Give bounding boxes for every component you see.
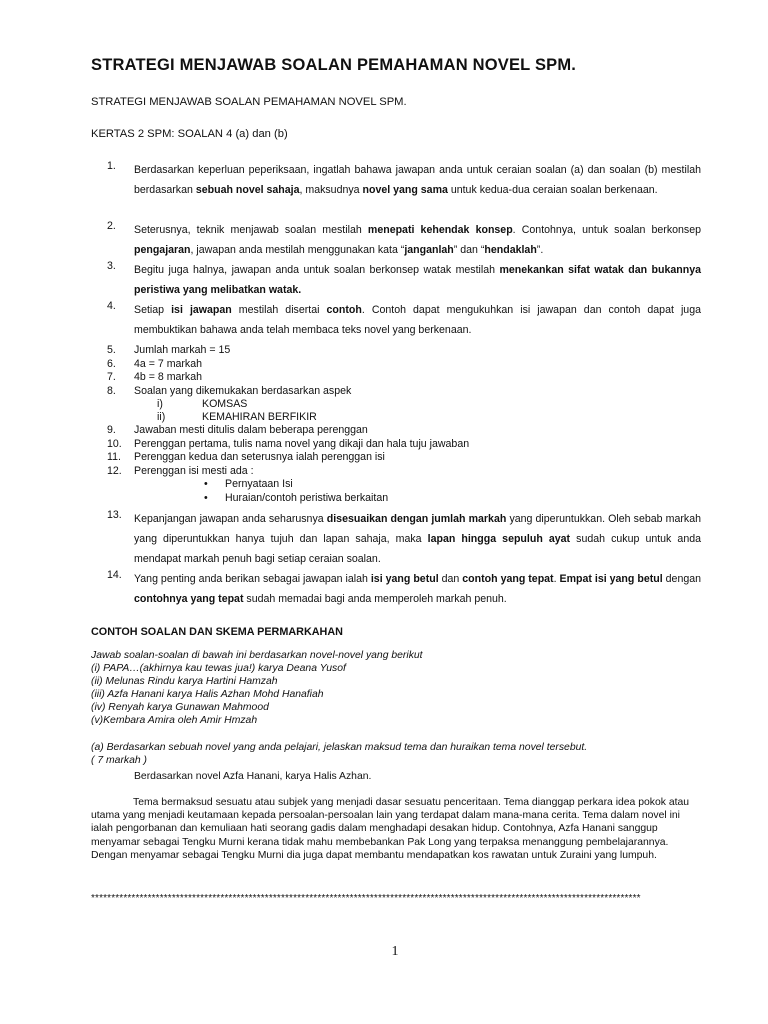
list-number: 11.	[107, 451, 121, 463]
list-number: 10.	[107, 437, 122, 450]
list-number: 3.	[107, 260, 116, 272]
list-text: Begitu juga halnya, jawapan anda untuk soalan berkonsep watak mestilah menekankan sifat watak dan bukannya peristiwa yang melibatkan watak.	[134, 264, 701, 296]
isi-bullet-text: Pernyataan Isi	[225, 478, 293, 490]
list-text: 4a = 7 markah	[134, 357, 203, 370]
aspek-numeral: i)	[157, 398, 163, 410]
aspek-text: KOMSAS	[202, 398, 248, 410]
list-number: 7.	[107, 371, 116, 383]
list-text: Jumlah markah = 15	[134, 344, 231, 356]
list-number: 14.	[107, 569, 122, 581]
list-text: Perenggan kedua dan seterusnya ialah perenggan isi	[134, 451, 385, 463]
novel-item: (i) PAPA…(akhirnya kau tewas jua!) karya Deana Yusof	[91, 663, 346, 674]
page-title: STRATEGI MENJAWAB SOALAN PEMAHAMAN NOVEL SPM.	[91, 56, 577, 74]
kertas-line: KERTAS 2 SPM: SOALAN 4 (a) dan (b)	[91, 128, 288, 140]
novel-item: (iv) Renyah karya Gunawan Mahmood	[91, 702, 269, 713]
list-text: Seterusnya, teknik menjawab soalan mestilah menepati kehendak konsep. Contohnya, untuk soalan berkonsep pengajaran, jawapan anda mestilah menggunakan kata “janganlah” dan “hendaklah”.	[134, 224, 701, 256]
list-number: 6.	[107, 357, 116, 370]
list-number: 5.	[107, 344, 116, 356]
list-text: Jawaban mesti ditulis dalam beberapa perenggan	[134, 424, 368, 436]
list-text: Perenggan isi mesti ada :	[134, 464, 254, 477]
page-number: 1	[391, 944, 399, 959]
section-heading: CONTOH SOALAN DAN SKEMA PERMARKAHAN	[91, 626, 343, 638]
novel-item: (iii) Azfa Hanani karya Halis Azhan Mohd Hanafiah	[91, 689, 324, 700]
list-text: Perenggan pertama, tulis nama novel yang dikaji dan hala tuju jawaban	[134, 437, 470, 450]
list-text: Setiap isi jawapan mestilah disertai contoh. Contoh dapat mengukuhkan isi jawapan dan contoh dapat juga membuktikan bahawa anda telah membaca teks novel yang berkenaan.	[134, 304, 701, 336]
list-text: Soalan yang dikemukakan berdasarkan aspek	[134, 384, 352, 397]
list-number: 12.	[107, 464, 122, 477]
bullet-icon: •	[204, 478, 208, 490]
question-marks: ( 7 markah )	[91, 755, 148, 766]
list-number: 9.	[107, 424, 116, 436]
list-text: Yang penting anda berikan sebagai jawapan ialah isi yang betul dan contoh yang tepat. Empat isi yang betul dengan contohnya yang tepat sudah memadai bagi anda memperoleh markah penuh.	[134, 573, 702, 605]
novel-item: (v)Kembara Amira oleh Amir Hmzah	[91, 715, 258, 726]
answer-intro: Berdasarkan novel Azfa Hanani, karya Halis Azhan.	[134, 771, 372, 782]
list-text: Berdasarkan keperluan peperiksaan, ingatlah bahawa jawapan anda untuk ceraian soalan (a) dan soalan (b) mestilah berdasarkan sebuah novel sahaja, maksudnya novel yang sama untuk kedua-dua ceraian soalan berkenaan.	[134, 164, 701, 196]
list-number: 2.	[107, 220, 116, 232]
list-number: 13.	[107, 509, 122, 521]
isi-bullet-text: Huraian/contoh peristiwa berkaitan	[225, 492, 389, 504]
list-number: 8.	[107, 384, 116, 397]
list-text: 4b = 8 markah	[134, 371, 203, 383]
novels-intro: Jawab soalan-soalan di bawah ini berdasarkan novel-novel yang berikut	[91, 650, 423, 661]
aspek-text: KEMAHIRAN BERFIKIR	[202, 411, 317, 423]
novel-item: (ii) Melunas Rindu karya Hartini Hamzah	[91, 676, 278, 687]
question-a: (a) Berdasarkan sebuah novel yang anda pelajari, jelaskan maksud tema dan huraikan tema novel tersebut.	[91, 742, 588, 753]
aspek-numeral: ii)	[157, 411, 166, 423]
separator-line: ****************************************************************************************************************************************	[91, 893, 641, 904]
answer-paragraph: Tema bermaksud sesuatu atau subjek yang menjadi dasar sesuatu penceritaan. Tema dianggap perkara idea pokok atau utama yang menjadi keutamaan kepada persoalan-persoalan lain yang terdapat dalam mana-mana cerita. Tema dalam novel ini ialah pengorbanan dan kemuliaan hati seorang gadis dalam menghadapi desakan hidup. Contohnya, Azfa Hanani sanggup menyamar sebagai Tengku Murni kerana tidak mahu membebankan Pak Long yang terpaksa menanggung pembelajarannya. Dengan menyamar sebagai Tengku Murni dia juga dapat membantu mendapatkan kos rawatan untuk Zuraini yang lumpuh.	[91, 797, 690, 861]
bullet-icon: •	[204, 492, 208, 504]
subtitle: STRATEGI MENJAWAB SOALAN PEMAHAMAN NOVEL SPM.	[91, 96, 407, 108]
list-number: 4.	[107, 300, 116, 312]
list-number: 1.	[107, 160, 116, 172]
list-text: Kepanjangan jawapan anda seharusnya disesuaikan dengan jumlah markah yang diperuntukkan. Oleh sebab markah yang diperuntukkan hanya tujuh dan lapan sahaja, maka lapan hingga sepuluh ayat sudah cukup untuk anda mendapat markah penuh bagi setiap ceraian soalan.	[134, 513, 701, 565]
